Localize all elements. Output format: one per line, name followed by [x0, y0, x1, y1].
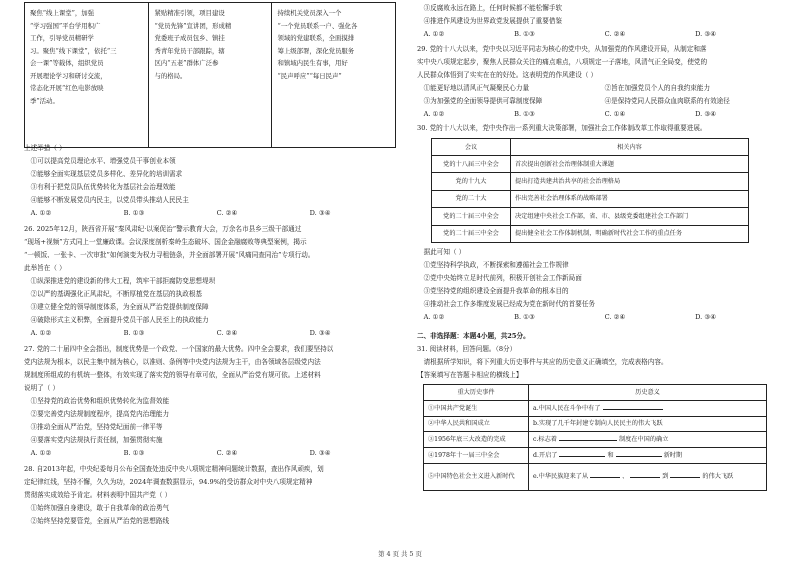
q28-tail	[417, 2, 779, 491]
statement: ②始终坚持党要管党，全面从严治党的思想路线	[30, 517, 170, 525]
table-row	[432, 156, 749, 173]
meeting-cell: 党的二十届三中全会	[432, 225, 511, 242]
question-stem: 29. 党的十八大以来，党中央以习近平同志为核心的党中央，从加强党的作风建设开局，从制定和落	[417, 45, 707, 53]
table-row	[432, 173, 749, 190]
content-cell: 提出健全社会工作体制机制，明确新时代社会工作的重点任务	[511, 225, 749, 242]
cell-line: 和镇域内民生有事，用好	[277, 59, 348, 67]
cell-line: 季”活动。	[30, 96, 59, 105]
option-b[interactable]: B. ①③	[123, 449, 145, 457]
cell-line: 领域的党建联系，全面摸排	[277, 34, 355, 42]
question-stem: “一顿饭、一张卡、一次审批”如何演变为权力寻租链条，并全面部署开展“风痛同查同治”专项行动。	[24, 251, 315, 259]
content-cell: 作出完善社会治理体系的战略部署	[511, 190, 749, 207]
statement: ①始终加强自身建设，敢于自我革命的政治勇气	[30, 504, 170, 512]
statement: ③推动全面从严治党，坚持党纪面前一律平等	[30, 423, 163, 431]
statement: ①党坚持科学执政，不断探索和遵循社会工作规律	[423, 260, 569, 269]
statement: ③建立健全党的领导制度体系，为全面从严治党提供制度保障	[30, 303, 209, 311]
activity-cell-2	[149, 3, 272, 148]
option-d[interactable]: D. ③④	[309, 449, 331, 457]
meaning-text: 、	[622, 473, 629, 481]
table-header-row	[424, 384, 767, 400]
answer-blank[interactable]	[559, 434, 617, 441]
cell-line: “一个党员联系一户、强化各	[277, 21, 358, 30]
meetings-table	[431, 138, 749, 243]
meaning-text: a.中国人民在斗争中有了	[533, 404, 601, 412]
cell-line: “党员先锋”宣讲团，形成精	[154, 21, 232, 30]
question-stem: 规制度所组成的有机统一整体，有效实现了落实党的领导有章可依，全面从严治党有规可依。上述材料	[24, 371, 321, 379]
option-b[interactable]: B. ①③	[514, 110, 535, 118]
meeting-cell: 党的十八届三中全会	[432, 156, 511, 173]
table-row	[424, 416, 767, 432]
meeting-cell: 党的二十届三中全会	[432, 208, 511, 225]
answer-blank[interactable]	[630, 471, 660, 478]
question-stem: 上述举措（ ）	[24, 144, 66, 152]
option-b[interactable]: B. ①③	[123, 209, 145, 217]
table-row	[432, 225, 749, 242]
cell-line: 开展理论学习和研讨交流，	[30, 71, 107, 80]
option-c[interactable]: C. ②④	[604, 312, 626, 321]
activity-table	[24, 2, 396, 148]
activity-cell-1	[25, 3, 149, 148]
event-cell: ①中国共产党诞生	[424, 400, 529, 416]
event-cell: ⑤中国特色社会主义进入新时代	[424, 463, 529, 490]
statement: ③有利于把党员队伍优势转化为基层社会治理效能	[30, 183, 176, 191]
answer-options	[24, 207, 396, 220]
answer-options	[417, 28, 779, 41]
event-cell: ③1956年底三大改造的完成	[424, 432, 529, 448]
question-stem: “现场+视频”方式同上一堂廉政课。会议深度剖析秦岭生态破坏、国企金融腐败等典型案例，揭示	[24, 238, 307, 246]
column-header: 重大历史事件	[424, 384, 529, 400]
option-a[interactable]: A. ①②	[423, 312, 445, 321]
statement: ①纵深推进党的建设新的伟大工程，筑牢干部拒腐防变思想堤坝	[30, 277, 216, 285]
option-a[interactable]: A. ①②	[30, 449, 52, 457]
cell-line: 聚焦“线上课堂”，加强	[30, 9, 95, 17]
content-cell: 提出打造共建共治共享的社会治理格局	[511, 173, 749, 190]
answer-options	[417, 311, 779, 324]
meaning-text: e.中华民族迎来了从	[533, 473, 589, 481]
cell-line: 筹上级部署，深化党员服务	[277, 46, 355, 55]
option-a[interactable]: A. ①②	[30, 209, 52, 217]
option-d[interactable]: D. ③④	[309, 209, 331, 217]
meaning-cell	[529, 463, 767, 490]
statement: ④能够不断发展党员内民主，以党员带头推动人民民主	[30, 196, 189, 204]
question-stem: 31. 阅读材料，回答问题。（8分）	[417, 344, 517, 353]
table-row	[432, 190, 749, 207]
table-header-row	[432, 139, 749, 156]
meaning-cell: b.实现了几千年封建专制向人民民主的伟大飞跃	[529, 416, 767, 432]
answer-options	[24, 447, 396, 460]
option-b[interactable]: B. ①③	[123, 329, 145, 337]
meaning-text: 的伟大飞跃	[702, 473, 734, 481]
statement: ④要落实党内法规执行责任制，加强贯彻实施	[30, 436, 163, 444]
instruction-text: 请根据所学知识，将下列重大历史事件与其应的历史意义正确填空，完成表格内容。	[423, 357, 668, 366]
answer-blank[interactable]	[590, 471, 620, 478]
question-stem: 贯彻落实成效给予肯定。材料表明中国共产党（ ）	[24, 491, 172, 499]
section-title: 二、非选择题：本题4小题，共25分。	[417, 331, 530, 340]
question-stem: 28. 自2013年起，中央纪委每月公布全国查处违反中央八项规定精神问题统计数据，查出作风顽疾，划	[24, 465, 324, 473]
meaning-text: 和	[607, 452, 614, 460]
statement: ②党中央始终立足时代前列，积极开创社会工作新局面	[423, 273, 582, 282]
option-a[interactable]: A. ①②	[423, 30, 445, 38]
activity-cell-3	[272, 3, 396, 148]
meaning-text: 新时期	[663, 452, 683, 460]
history-table	[423, 384, 767, 491]
question-stem: 人民群众体悟到了实实在在的好处。这表明党的作风建设（ ）	[417, 71, 598, 79]
answer-blank[interactable]	[603, 403, 663, 410]
cell-line: 常态化开展“红色电影放映	[30, 84, 104, 92]
table-row	[424, 400, 767, 416]
question-stem: 30. 党的十八大以来，党中央作出一系列重大决策部署，加强社会工作体制改革工作取得重要进展。	[417, 124, 707, 132]
column-header: 历史意义	[529, 384, 767, 400]
column-header: 会议	[432, 139, 511, 156]
option-b[interactable]: B. ①③	[514, 312, 535, 321]
statement: ③为加强党的全面领导提供可靠制度保障	[423, 97, 543, 105]
statement: ③反腐败永远在路上，任何时候都不能松懈手软	[423, 4, 563, 12]
question-stem: 27. 党的二十届四中全会指出，制度优势是一个政党、一个国家的最大优势。四中全会要求，我们要坚持以	[24, 345, 334, 353]
option-d[interactable]: D. ③④	[309, 329, 331, 337]
option-d[interactable]: D. ③④	[695, 30, 717, 38]
statement: ④推进作风建设为世界政党发展提供了重要借鉴	[423, 17, 563, 25]
answer-blank[interactable]	[670, 471, 700, 478]
cell-line: 工作，引导党员精研学	[30, 34, 94, 42]
cell-line: 会一课”等载体，组织党员	[30, 59, 104, 67]
cell-line: 紧贴精准引领，项目建设	[154, 9, 225, 17]
option-c[interactable]: C. ①④	[604, 110, 626, 118]
table-row	[424, 432, 767, 448]
cell-line: 党委班子成员包乡、镇挂	[154, 34, 225, 42]
question-stem: 此举旨在（ ）	[24, 264, 66, 272]
option-a[interactable]: A. ①②	[30, 329, 52, 337]
statement-pair	[417, 82, 779, 95]
meaning-cell	[529, 448, 767, 464]
column-header: 相关内容	[511, 139, 749, 156]
content-cell: 首次提出创新社会治理体制重大课题	[511, 156, 749, 173]
cell-line: 习。聚焦“线下课堂”，依托“三	[30, 46, 117, 55]
cell-line: 与的格局。	[154, 71, 187, 80]
event-cell: ④1978年十一届三中全会	[424, 448, 529, 464]
cell-line: “学习强国”平台学用积广	[30, 21, 101, 30]
option-d[interactable]: D. ③④	[695, 312, 717, 321]
table-row	[424, 463, 767, 490]
page-footer: 第 4 页 共 5 页	[378, 550, 422, 558]
option-c[interactable]: C. ②④	[216, 449, 238, 457]
option-d[interactable]: D. ③④	[695, 110, 717, 118]
question-stem: 26. 2025年12月，陕西省开展“秦风肃纪·以案促治”警示教育大会，万余名市县乡三级干部通过	[24, 225, 302, 233]
option-b[interactable]: B. ①③	[514, 30, 535, 38]
question-stem: 据此可知（ ）	[423, 247, 466, 256]
answer-options	[24, 327, 396, 340]
meeting-cell: 党的十九大	[432, 173, 511, 190]
statement-pair	[417, 95, 779, 108]
cell-line: 秀青年党员干部跟踪，辖	[154, 46, 225, 55]
answer-options	[417, 108, 779, 121]
meaning-text: c.标志着	[533, 436, 557, 444]
statement: ④是保持党同人民群众血肉联系的有效途径	[604, 97, 730, 105]
option-c[interactable]: C. ②④	[216, 209, 238, 217]
option-c[interactable]: C. ②④	[604, 30, 626, 38]
option-a[interactable]: A. ①②	[423, 110, 445, 118]
meeting-cell: 党的二十大	[432, 190, 511, 207]
statement: ②要完善党内法规制度程序，提高党内治理能力	[30, 410, 170, 418]
event-cell: ②中华人民共和国成立	[424, 416, 529, 432]
option-c[interactable]: C. ②④	[216, 329, 238, 337]
table-row	[424, 448, 767, 464]
meaning-text: 到	[662, 473, 669, 481]
cell-line: 持续机关党员深入一个	[277, 9, 342, 17]
statement: ④破除形式主义积弊，全面提升党员干部人民至上的执政能力	[30, 316, 209, 324]
statement: ①能更好地以清风正气凝聚民心力量	[423, 84, 530, 92]
q25-tail	[24, 142, 396, 528]
statement: ②能够全面实现基层党员多样化、差异化的培训需求	[30, 170, 183, 178]
statement: ④推动社会工作多维度发展已经成为党在新时代的首要任务	[423, 299, 596, 308]
answer-note: 【答案填写在答题卡相应的横线上】	[417, 370, 523, 379]
question-stem: 党内法规为根本，以民主集中制为核心，以准则、条例等中央党内法规为主干，由各领域各层级党内法	[24, 358, 321, 366]
statement: ③党坚持党的组织建设全面提升我革命的根本目的	[423, 286, 569, 295]
cell-line: “民声呼应”“每日民声”	[277, 71, 342, 80]
meaning-text: d.开启了	[533, 452, 558, 460]
question-stem: 实中央八项规定起步，聚焦人民群众关注的痛点难点，八项规定一子落地，风清气正全局变，使党的	[417, 58, 708, 66]
meaning-text: 制度在中国的确立	[618, 436, 669, 444]
statement: ②旨在加强党员个人的自我约束能力	[604, 84, 711, 92]
cell-line: 区内“五老”群体广泛参	[154, 59, 219, 67]
right-column	[417, 0, 779, 565]
answer-blank[interactable]	[616, 450, 662, 457]
left-column	[24, 0, 396, 565]
content-cell: 决定组建中央社会工作部，省、市、县级党委组建社会工作部门	[511, 208, 749, 225]
table-row	[432, 208, 749, 225]
question-stem: 说明了（ ）	[24, 384, 60, 392]
question-stem: 定纪律红线，坚持不懈，久久为功，2024年调查数据显示，94.9%的受访群众对中央八项规定精神	[24, 478, 313, 486]
statement: ①坚持党的政治优势和组织优势转化为监督效能	[30, 397, 170, 405]
meaning-cell	[529, 432, 767, 448]
statement: ②以严的基调强化正风肃纪，不断厚植党在基层的执政根基	[30, 290, 203, 298]
meaning-cell	[529, 400, 767, 416]
answer-blank[interactable]	[559, 450, 605, 457]
statement: ①可以提高党员理论水平、增强党员干事创业本领	[30, 157, 176, 165]
